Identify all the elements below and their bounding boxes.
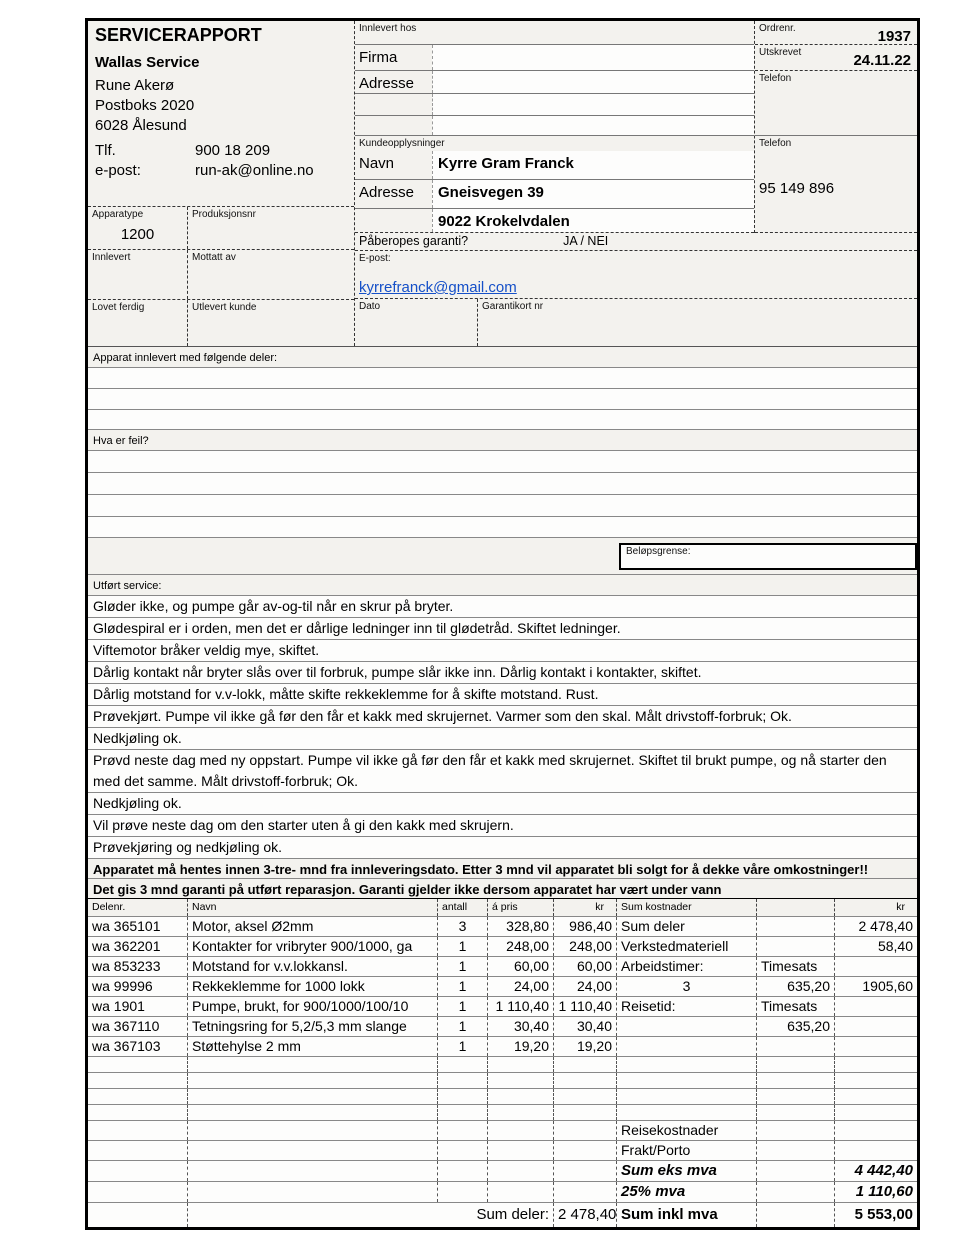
deler-section-label: Apparat innlevert med følgende deler: [93,352,278,364]
column-header: kr [896,901,905,913]
table-cell [757,1105,835,1120]
table-cell [438,1089,488,1104]
service-lines [88,595,917,858]
garanti-value: JA / NEI [563,234,609,248]
empty-label [355,209,432,232]
kunde-adresse-row [355,180,754,209]
table-cell: 1 [438,957,488,976]
utlevert-kunde-cell [188,300,354,346]
table-cell [438,1073,488,1088]
table-cell [488,1073,554,1088]
table-cell [617,1073,757,1088]
table-row [88,916,917,936]
service-line: Nedkjøling ok. [88,792,917,814]
utskrevet-cell [755,45,917,71]
table-cell [488,1105,554,1120]
table-row [88,936,917,956]
table-cell [617,1057,757,1072]
table-cell [188,1161,438,1181]
garantikort-cell [478,299,917,346]
table-cell: Tetningsring for 5,2/5,3 mm slange [188,1017,438,1036]
dato-cell [355,299,478,346]
column-header: Delenr. [88,899,188,916]
epost-label: E-post: [359,253,391,264]
contact-name: Rune Akerø [95,77,175,94]
deler-section [88,347,917,430]
table-cell: 328,80 [488,917,554,936]
adresse-field[interactable] [432,71,754,93]
service-line: Prøvekjøring og nedkjøling ok. [88,836,917,858]
address-line-1: Postboks 2020 [95,97,195,114]
address-line-2: 6028 Ålesund [95,117,187,134]
service-section-label: Utført service: [93,580,162,592]
table-cell [757,937,835,956]
telefon-cell [755,71,917,136]
table-cell [835,1037,917,1056]
utlevert-kunde-label: Utlevert kunde [192,302,257,313]
table-cell [835,1057,917,1072]
table-cell: 635,20 [757,1017,835,1036]
deler-empty-row[interactable] [88,367,917,388]
table-cell: wa 367110 [88,1017,188,1036]
footer-empty-cell [88,1203,188,1227]
kunde-telefon-label: Telefon [759,138,792,149]
warnings-section [88,858,917,898]
table-cell [554,1182,617,1202]
sum-deler-label: Sum deler: [188,1203,554,1227]
apparatype-cell [88,207,188,249]
table-row [88,1016,917,1036]
deler-empty-row[interactable] [88,388,917,409]
navn-label: Navn [359,155,395,172]
kunde-adresse-label: Adresse [359,184,415,201]
table-cell [488,1121,554,1140]
table-cell [835,1105,917,1120]
table-cell [617,1037,757,1056]
table-cell [88,1057,188,1072]
table-cell [554,1161,617,1181]
navn-row [355,151,754,180]
dato-label: Dato [359,301,381,312]
table-cell [554,1141,617,1160]
kunde-telefon-cell [755,136,917,233]
feil-empty-row[interactable] [88,472,917,494]
table-cell: wa 362201 [88,937,188,956]
innlevert-hos-row [355,21,754,45]
produksjonsnr-cell [188,207,354,249]
table-cell: wa 1901 [88,997,188,1016]
table-cell [757,1121,835,1140]
warning-text: Apparatet må hentes innen 3-tre- mnd fra innleveringsdato. Etter 3 mnd vil apparatet bli solgt for å dekke våre omkostninger!! [88,858,917,878]
table-cell [488,1141,554,1160]
service-line: Viftemotor bråker veldig mye, skiftet. [88,639,917,661]
service-line: Prøvd neste dag med ny oppstart. Pumpe vil ikke gå før den får et kakk med skrujernet. Skiftet til brukt pumpe, og nå starter den med det samme. Målt drivstoff-forbruk; Ok. [88,749,917,792]
belopsgrense-area [88,538,917,574]
table-cell: 30,40 [554,1017,617,1036]
table-cell [835,1017,917,1036]
firma-row [355,45,754,71]
apparatype-block [88,206,354,249]
table-cell: 24,00 [554,977,617,996]
table-row [88,1181,917,1202]
table-cell: Timesats [757,997,835,1016]
table-row [88,1120,917,1140]
table-cell: 3 [438,917,488,936]
adresse-row [355,71,754,94]
table-cell: 25% mva [617,1182,757,1202]
table-cell [554,1073,617,1088]
table-cell [835,1121,917,1140]
empty-label [355,94,432,115]
belopsgrense-box[interactable] [619,543,917,570]
table-cell [438,1121,488,1140]
adresse-label: Adresse [359,75,415,92]
table-cell: wa 853233 [88,957,188,976]
table-cell: 1 110,40 [554,997,617,1016]
table-cell [488,1161,554,1181]
table-cell [488,1182,554,1202]
table-cell: 1 [438,1037,488,1056]
table-row [88,1072,917,1088]
table-cell: 1 [438,977,488,996]
service-section [88,574,917,858]
table-cell [438,1182,488,1202]
phone-label: Tlf. [95,142,116,159]
table-cell [757,917,835,936]
table-cell: 2 478,40 [858,918,913,934]
customer-phone-value: 95 149 896 [759,180,835,197]
empty-label [355,116,432,135]
email-row [95,161,347,181]
page-title: SERVICERAPPORT [95,25,262,45]
table-cell: 1 110,40 [488,997,554,1016]
empty-row [355,94,754,116]
table-cell [438,1105,488,1120]
table-cell [617,1089,757,1104]
innlevert-hos-label: Innlevert hos [359,23,417,34]
garanti-label: Påberopes garanti? [359,234,469,248]
garantikort-label: Garantikort nr [482,301,544,312]
service-line: Glødespiral er i orden, men det er dårlige ledninger inn til glødetråd. Skiftet ledninger. [88,617,917,639]
produksjonsnr-label: Produksjonsnr [192,209,256,220]
table-cell: 1 [438,997,488,1016]
table-cell: wa 365101 [88,917,188,936]
table-cell [88,1089,188,1104]
table-cell: 30,40 [488,1017,554,1036]
table-row [88,1036,917,1056]
apparatype-label: Apparatype [92,209,144,220]
column-header: kr [554,899,617,916]
table-cell [438,1161,488,1181]
table-cell [835,1089,917,1104]
table-cell [88,1161,188,1181]
table-cell: Timesats [757,957,835,976]
table-cell: Frakt/Porto [617,1141,757,1160]
table-cell [757,1161,835,1181]
table-cell: Motor, aksel Ø2mm [188,917,438,936]
table-cell: Arbeidstimer: [617,957,757,976]
mid-right-columns [355,21,917,346]
sum-inkl-mva-value: 5 553,00 [854,1206,913,1223]
service-line: Prøvekjørt. Pumpe vil ikke gå før den får et kakk med skrujernet. Varmer som den skal. Målt drivstoff-forbruk; Ok. [88,705,917,727]
upper-rows [355,21,917,233]
table-cell [554,1105,617,1120]
email-value: run-ak@online.no [195,162,314,179]
table-cell: Sum eks mva [617,1161,757,1181]
parts-table-header [88,898,917,916]
table-cell: 60,00 [488,957,554,976]
ordrenr-label: Ordrenr. [759,23,796,34]
service-line: Nedkjøling ok. [88,727,917,749]
table-cell [757,1073,835,1088]
customer-email-link[interactable]: kyrrefranck@gmail.com [359,279,517,296]
warning-text: Det gis 3 mnd garanti på utført reparasjon. Garanti gjelder ikke dersom apparatet har vært under vann [88,878,917,898]
table-cell: 1 [438,937,488,956]
table-cell [835,1073,917,1088]
service-line: Dårlig motstand for v.v-lokk, måtte skifte rekkeklemme for å skifte motstand. Rust. [88,683,917,705]
table-cell [88,1105,188,1120]
table-cell [617,1105,757,1120]
company-name: Wallas Service [95,54,200,71]
kundeopplysninger-label: Kundeopplysninger [359,138,445,149]
table-cell: Sum deler [617,917,757,936]
table-cell: 986,40 [554,917,617,936]
ordrenr-value: 1937 [877,28,911,45]
belopsgrense-label: Beløpsgrense: [626,546,691,557]
table-row [88,956,917,976]
table-cell [188,1089,438,1104]
innlevert-block [88,249,354,299]
table-cell [835,997,917,1016]
table-row [88,1056,917,1072]
lovet-ferdig-label: Lovet ferdig [92,302,145,313]
table-row [88,1088,917,1104]
table-cell [554,1057,617,1072]
middle-column [355,21,755,233]
phone-value: 900 18 209 [195,142,271,159]
supplier-block [88,21,354,206]
column-header: antall [438,899,488,916]
lower-rows [355,233,917,346]
service-line: Dårlig kontakt når bryter slås over til forbruk, pumpe slår ikke inn. Dårlig kontakt i kontakter, skiftet. [88,661,917,683]
table-row [88,1140,917,1160]
table-cell: 58,40 [877,938,913,954]
sum-inkl-mva-label: Sum inkl mva [617,1203,757,1227]
table-cell: 3 [617,977,757,996]
deler-empty-row[interactable] [88,409,917,430]
top-section [88,21,917,347]
table-cell [757,1089,835,1104]
mottatt-av-cell [188,250,354,299]
table-cell [554,1121,617,1140]
table-cell [188,1121,438,1140]
lovet-ferdig-cell [88,300,188,346]
utskrevet-label: Utskrevet [759,47,802,58]
epost-row [355,251,917,299]
supplier-column [88,21,355,346]
table-cell [88,1121,188,1140]
table-cell: 60,00 [554,957,617,976]
table-cell [554,1089,617,1104]
table-cell [88,1182,188,1202]
column-header: Navn [188,899,438,916]
innlevert-cell [88,250,188,299]
parts-table-body [88,916,917,1202]
empty-field[interactable] [432,94,754,115]
table-cell [757,1182,835,1202]
customer-name-value: Kyrre Gram Franck [432,151,754,179]
table-cell: Motstand for v.v.lokkansl. [188,957,438,976]
email-label: e-post: [95,162,141,179]
sum-deler-value: 2 478,40 [554,1203,617,1227]
firma-field[interactable] [432,45,754,70]
footer-empty-cell [757,1203,835,1227]
table-cell [188,1105,438,1120]
table-row [88,1160,917,1181]
column-header [757,899,835,916]
table-cell: 19,20 [488,1037,554,1056]
lovet-ferdig-block [88,299,354,346]
table-cell [188,1182,438,1202]
table-cell: Pumpe, brukt, for 900/1000/100/10 [188,997,438,1016]
table-cell: wa 367103 [88,1037,188,1056]
table-cell [88,1141,188,1160]
table-cell [617,1017,757,1036]
dato-row [355,299,917,346]
empty-field[interactable] [432,116,754,135]
customer-city-value: 9022 Krokelvdalen [432,209,754,232]
table-cell [188,1057,438,1072]
ordrenr-cell [755,21,917,45]
feil-section-label: Hva er feil? [93,435,149,447]
right-column [755,21,917,233]
feil-empty-row[interactable] [88,516,917,538]
apparatype-value: 1200 [120,226,155,243]
table-cell [488,1057,554,1072]
table-cell: 4 442,40 [854,1162,913,1179]
innlevert-label: Innlevert [92,252,131,263]
table-cell [438,1141,488,1160]
table-cell: Rekkeklemme for 1000 lokk [188,977,438,996]
table-cell: 1905,60 [862,978,913,994]
kundeopplysninger-row [355,136,754,151]
table-cell [757,1057,835,1072]
column-header: á pris [488,899,554,916]
table-cell: 1 [438,1017,488,1036]
table-cell [488,1089,554,1104]
garanti-row [355,233,917,251]
utskrevet-value: 24.11.22 [853,52,911,69]
table-cell: 248,00 [554,937,617,956]
parts-table [88,898,917,1227]
table-cell: 1 110,60 [855,1183,913,1200]
feil-empty-row[interactable] [88,494,917,516]
table-cell: Støttehylse 2 mm [188,1037,438,1056]
table-row [88,996,917,1016]
phone-row [95,141,347,161]
mottatt-av-label: Mottatt av [192,252,236,263]
table-cell [835,957,917,976]
table-cell [757,1037,835,1056]
table-cell [88,1073,188,1088]
table-cell [757,1141,835,1160]
empty-row [355,116,754,136]
table-cell: wa 99996 [88,977,188,996]
service-line: Vil prøve neste dag om den starter uten å gi den kakk med skrujern. [88,814,917,836]
table-cell [438,1057,488,1072]
column-header: Sum kostnader [617,899,757,916]
table-cell: 19,20 [554,1037,617,1056]
table-cell [188,1141,438,1160]
service-line: Gløder ikke, og pumpe går av-og-til når en skrur på bryter. [88,595,917,617]
table-row [88,976,917,996]
table-cell: Kontakter for vribryter 900/1000, ga [188,937,438,956]
table-row [88,1104,917,1120]
table-cell: Reisetid: [617,997,757,1016]
table-cell: 24,00 [488,977,554,996]
firma-label: Firma [359,49,398,66]
table-cell [188,1073,438,1088]
feil-section [88,430,917,574]
kunde-poststed-row [355,209,754,233]
feil-empty-row[interactable] [88,450,917,472]
parts-table-footer [88,1202,917,1227]
telefon-label: Telefon [759,73,792,84]
table-cell: 248,00 [488,937,554,956]
table-cell: Verkstedmateriell [617,937,757,956]
table-cell: Reisekostnader [617,1121,757,1140]
table-cell: 635,20 [757,977,835,996]
table-cell [835,1141,917,1160]
customer-address-value: Gneisvegen 39 [432,180,754,208]
service-report-document [85,18,920,1230]
